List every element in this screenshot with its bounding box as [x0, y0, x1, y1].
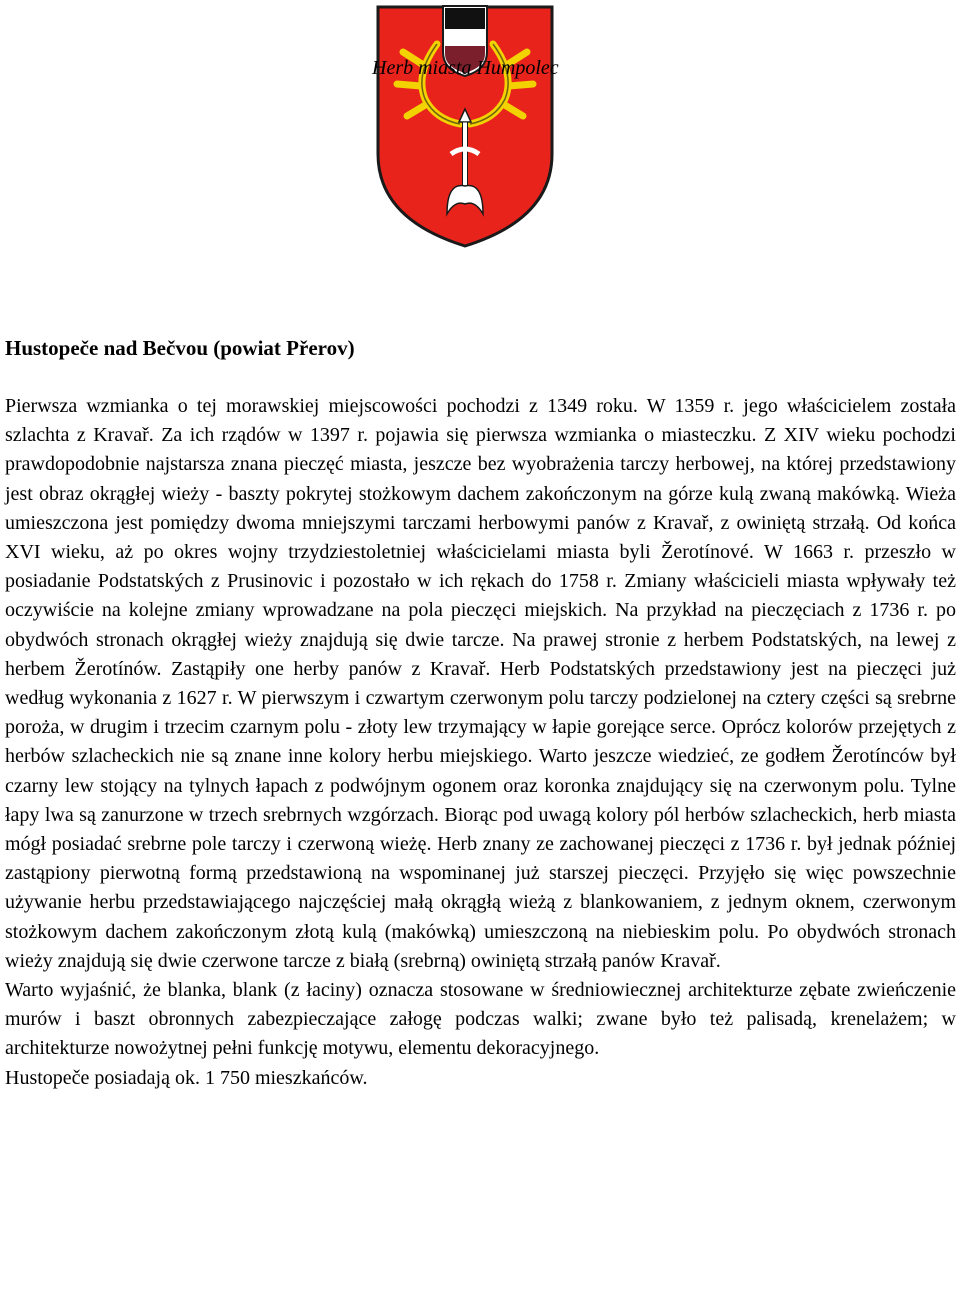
article-body — [5, 392, 956, 1093]
coat-of-arms-icon — [375, 4, 555, 249]
population-note: Hustopeče posiadają ok. 1 750 mieszkańców. — [5, 1066, 368, 1089]
page-title: Hustopeče nad Bečvou (powiat Přerov) — [5, 336, 355, 360]
paragraph-blanka: Warto wyjaśnić, że blanka, blank (z łaciny) oznacza stosowane w średniowiecznej architekturze zębate zwieńczenie murów i baszt obronnych zabezpieczające załogę podczas walki; zwane było też palisadą, krenelażem; w architekturze nowożytnej pełni funkcję motywu, elementu dekoracyjnego. — [5, 979, 956, 1060]
paragraph-history: Pierwsza wzmianka o tej morawskiej miejscowości pochodzi z 1349 roku. W 1359 r. jego właścicielem została szlachta z Kravař. Za ich rządów w 1397 r. pojawia się pierwsza wzmianka o miasteczku. Z XIV wieku pochodzi prawdopodobnie najstarsza znana pieczęć miasta, jeszcze bez wyobrażenia tarczy herbowej, na której przedstawiony jest obraz okrągłej wieży - baszty pokrytej stożkowym dachem zakończonym na górze kulą zwaną makówką. Wieża umieszczona jest pomiędzy dwoma mniejszymi tarczami herbowymi panów z Kravař, z owiniętą strzałą. Od końca XVI wieku, aż po okres wojny trzydziestoletniej właścicielami miasta byli Žerotínové. W 1663 r. przeszło w posiadanie Podstatských z Prusinovic i pozostało w ich rękach do 1758 r. Zmiany właścicieli miasta wpływały też oczywiście na kolejne zmiany wprowadzane na pola pieczęci miejskich. Na przykład na pieczęciach z 1736 r. po obydwóch stronach okrągłej wieży znajdują się dwie tarcze. Na prawej stronie z herbem Podstatských, na lewej z herbem Žerotínów. Zastąpiły one herby panów z Kravař. Herb Podstatských przedstawiony jest na pieczęci już według wykonania z 1627 r. W pierwszym i czwartym czerwonym polu tarczy podzielonej na cztery części są srebrne poroża, w drugim i trzecim czarnym polu - złoty lew trzymający w łapie gorejące serce. Oprócz kolorów przejętych z herbów szlacheckich nie są znane inne kolory herbu miejskiego. Warto jeszcze wiedzieć, ze godłem Žerotínców był czarny lew stojący na tylnych łapach z podwójnym ogonem oraz koronka znajdujący się na czerwonym polu. Tylne łapy lwa są zanurzone w trzech srebrnych wzgórzach. Biorąc pod uwagą kolory pól herbów szlacheckich, herb miasta mógł posiadać srebrne pole tarczy i czerwoną wieżę. Herb znany ze zachowanej pieczęci z 1736 r. był jednak później zastąpiony pierwotną formą przedstawioną na wspominanej już starszej pieczęci. Przyjęło się więc powszechnie używanie herbu przedstawiającego najczęściej małą okrągłą wieżą z blankowaniem, z jednym oknem, czerwonym stożkowym dachem zakończonym złotą kulą (makówką) umieszczoną na niebieskim polu. Po obydwóch stronach wieży znajdują się dwie czerwone tarcze z białą (srebrną) owiniętą strzałą panów Kravař. — [5, 395, 956, 972]
figure-caption: Herb miasta Humpolec — [372, 57, 559, 79]
